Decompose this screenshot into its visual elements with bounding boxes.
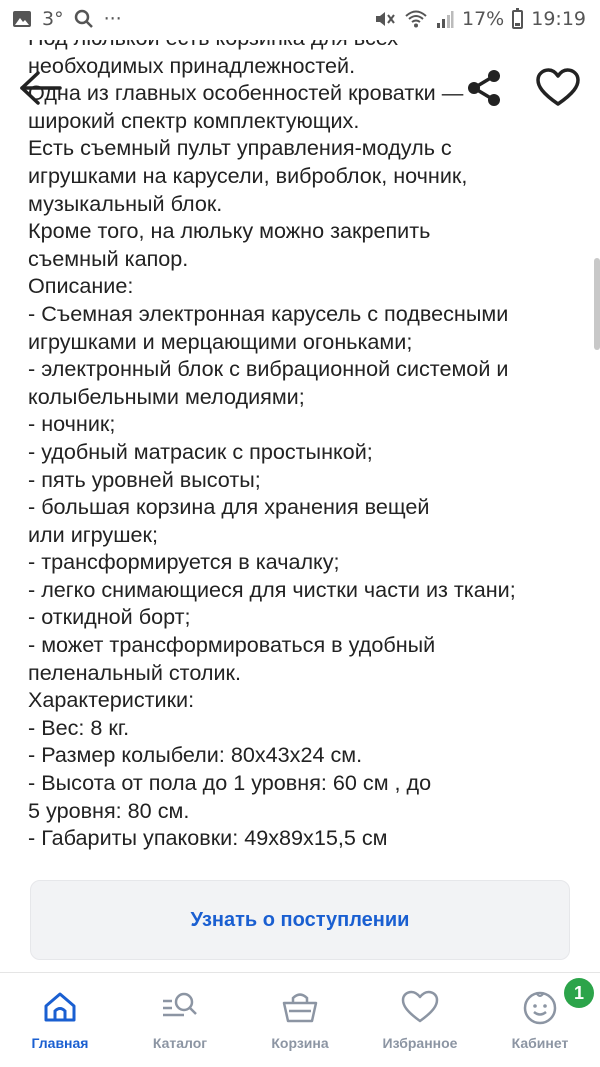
description-line: Кроме того, на люльку можно закрепить bbox=[28, 218, 431, 244]
description-line: съемный капор. bbox=[28, 245, 189, 271]
nav-item-favorites[interactable] bbox=[360, 973, 480, 1067]
description-line: - удобный матрасик с простынкой; bbox=[28, 438, 373, 464]
notify-availability-button[interactable]: Узнать о поступлении bbox=[30, 880, 570, 960]
nav-item-catalog[interactable] bbox=[120, 973, 240, 1067]
signal-icon bbox=[436, 9, 454, 29]
description-line: - может трансформироваться в удобный bbox=[28, 632, 436, 658]
notification-badge: 1 bbox=[564, 978, 594, 1008]
nav-item-basket[interactable] bbox=[240, 973, 360, 1067]
wifi-icon bbox=[404, 9, 428, 29]
description-line: - Съемная электронная карусель с подвесными bbox=[28, 300, 509, 326]
description-line: - трансформируется в качалку; bbox=[28, 549, 340, 575]
battery-icon bbox=[512, 10, 523, 29]
scrollbar[interactable] bbox=[594, 258, 600, 350]
heart-icon bbox=[400, 989, 440, 1025]
mute-icon bbox=[374, 9, 396, 29]
home-icon bbox=[42, 989, 78, 1025]
description-line: пеленальный столик. bbox=[28, 659, 241, 685]
description-heading: Описание: bbox=[28, 273, 134, 299]
temperature-text: 3° bbox=[42, 8, 64, 30]
profile-face-icon bbox=[520, 989, 560, 1025]
nav-label-favorites: Избранное bbox=[382, 1035, 458, 1051]
description-line: колыбельными мелодиями; bbox=[28, 383, 305, 409]
back-arrow-icon bbox=[18, 70, 62, 106]
search-notification-icon bbox=[74, 9, 94, 29]
nav-label-home: Главная bbox=[31, 1035, 89, 1051]
battery-percent: 17% bbox=[462, 8, 505, 30]
spec-line: - Габариты упаковки: 49х89х15,5 см bbox=[28, 825, 388, 851]
description-line: или игрушек; bbox=[28, 521, 159, 547]
bottom-navigation bbox=[0, 972, 600, 1067]
description-line: - электронный блок с вибрационной системой и bbox=[28, 356, 509, 382]
gallery-notification-icon bbox=[12, 10, 32, 28]
description-line: Одна из главных особенностей кроватки — bbox=[28, 80, 464, 106]
nav-label-basket: Корзина bbox=[271, 1035, 329, 1051]
back-button[interactable] bbox=[12, 60, 68, 116]
spec-line: - Вес: 8 кг. bbox=[28, 714, 130, 740]
spec-line: - Высота от пола до 1 уровня: 60 см , до bbox=[28, 770, 432, 796]
description-line: игрушками на карусели, виброблок, ночник, bbox=[28, 162, 468, 188]
clock: 19:19 bbox=[531, 8, 586, 30]
product-description bbox=[28, 24, 588, 852]
description-line: необходимых принадлежностей. bbox=[28, 52, 356, 78]
nav-label-catalog: Каталог bbox=[152, 1035, 208, 1051]
basket-icon bbox=[280, 989, 320, 1025]
nav-item-home[interactable] bbox=[0, 973, 120, 1067]
specs-heading: Характеристики: bbox=[28, 687, 195, 713]
status-bar bbox=[0, 0, 600, 40]
spec-line: 5 уровня: 80 см. bbox=[28, 797, 190, 823]
heart-outline-icon bbox=[536, 68, 580, 108]
description-line: - легко снимающиеся для чистки части из ткани; bbox=[28, 576, 516, 602]
nav-label-cabinet: Кабинет bbox=[511, 1035, 569, 1051]
description-line: - большая корзина для хранения вещей bbox=[28, 494, 430, 520]
catalog-search-icon bbox=[160, 989, 200, 1025]
favorite-button[interactable] bbox=[530, 60, 586, 116]
description-line: - откидной борт; bbox=[28, 604, 191, 630]
description-line: игрушками и мерцающими огоньками; bbox=[28, 328, 413, 354]
description-line: широкий спектр комплектующих. bbox=[28, 107, 360, 133]
description-line: - пять уровней высоты; bbox=[28, 466, 261, 492]
share-button[interactable] bbox=[456, 60, 512, 116]
description-line: - ночник; bbox=[28, 411, 116, 437]
description-line: Есть съемный пульт управления-модуль с bbox=[28, 135, 452, 161]
spec-line: - Размер колыбели: 80х43х24 см. bbox=[28, 742, 363, 768]
description-line: музыкальный блок. bbox=[28, 190, 223, 216]
more-notifications-text: ··· bbox=[103, 8, 122, 30]
share-icon bbox=[464, 68, 504, 108]
